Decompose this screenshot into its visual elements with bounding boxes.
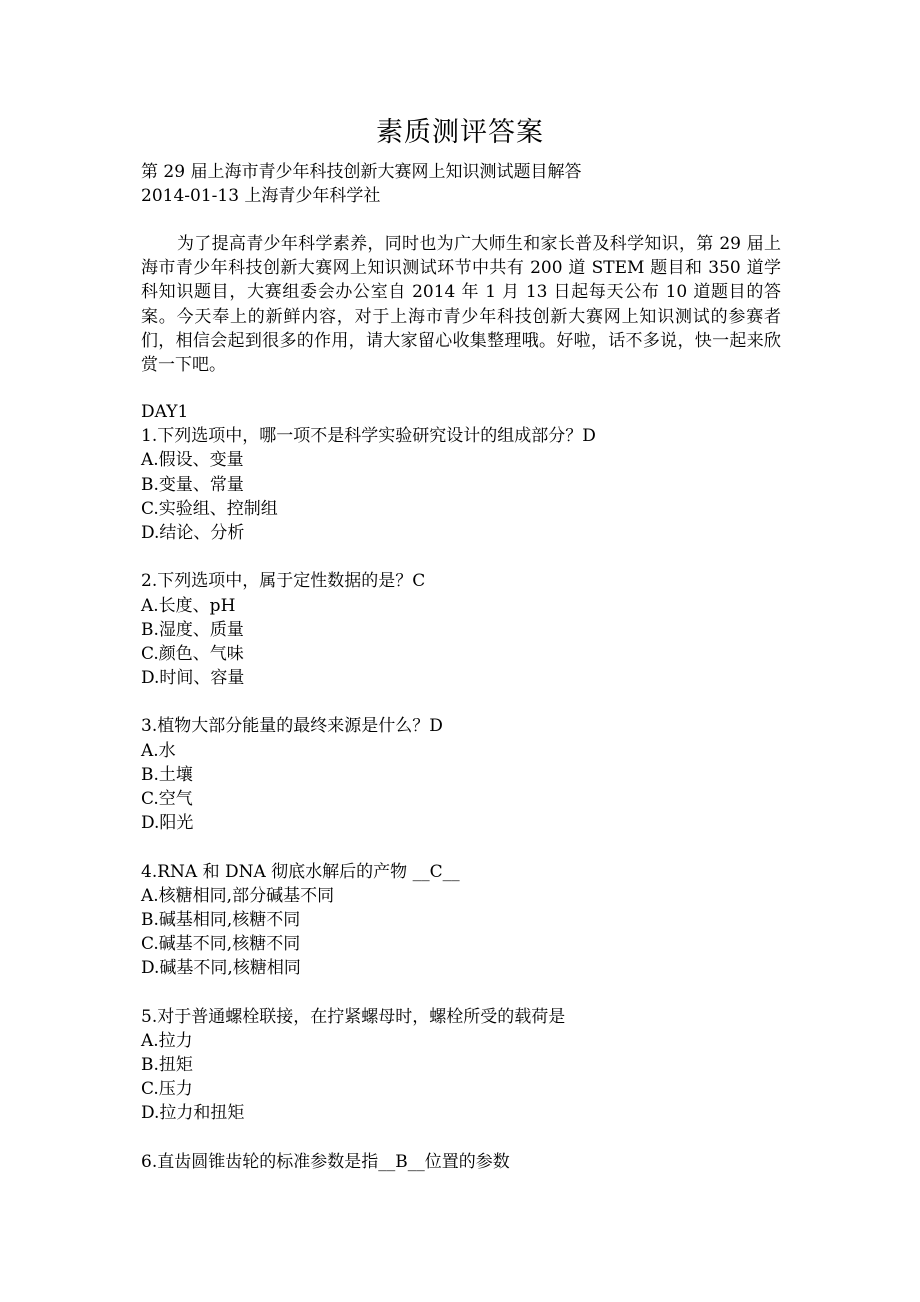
question-block — [141, 569, 781, 690]
answer-option: A.假设、变量 — [141, 450, 244, 471]
spacer — [141, 1126, 781, 1150]
spacer — [141, 981, 781, 1005]
answer-option: C.压力 — [141, 1079, 193, 1100]
answer-option: C.颜色、气味 — [141, 643, 244, 664]
question-text: 4.RNA 和 DNA 彻底水解后的产物 __C__ — [141, 861, 460, 882]
document-subtitle: 第 29 届上海市青少年科技创新大赛网上知识测试题目解答 — [141, 162, 582, 182]
answer-option: A.拉力 — [141, 1030, 193, 1051]
intro-paragraph: 为了提高青少年科学素养，同时也为广大师生和家长普及科学知识，第 29 届上海市青少年科技创新大赛网上知识测试环节中共有 200 道 STEM 题目和 350 道学科知识题目，大赛组委会办公室自 2014 年 1 月 13 日起每天公布 10 道题目的答案。今天奉上的新鲜内容，对于上海市青少年科技创新大赛网上知识测试的参赛者们，相信会起到很多的作用，请大家留心收集整理哦。好啦，话不多说，快一起来欣赏一下吧。 — [141, 234, 781, 376]
question-block — [141, 1150, 781, 1174]
answer-option: D.拉力和扭矩 — [141, 1103, 245, 1124]
answer-option: B.土壤 — [141, 764, 193, 785]
answer-option: D.时间、容量 — [141, 668, 245, 689]
spacer — [141, 545, 781, 569]
answer-option: D.结论、分析 — [141, 522, 245, 543]
question-block — [141, 860, 781, 981]
answer-option: A.水 — [141, 740, 176, 761]
spacer — [141, 835, 781, 859]
document-title: 素质测评答案 — [376, 117, 544, 148]
question-text: 3.植物大部分能量的最终来源是什么？D — [141, 716, 443, 737]
answer-option: A.长度、pH — [141, 595, 236, 616]
question-block — [141, 714, 781, 835]
question-text: 5.对于普通螺栓联接，在拧紧螺母时，螺栓所受的载荷是 — [141, 1006, 566, 1027]
answer-option: C.实验组、控制组 — [141, 498, 278, 519]
answer-option: C.碱基不同,核糖不同 — [141, 934, 301, 955]
day-label: DAY1 — [141, 402, 189, 422]
question-text: 1.下列选项中，哪一项不是科学实验研究设计的组成部分？D — [141, 426, 596, 447]
spacer — [141, 690, 781, 714]
question-text: 2.下列选项中，属于定性数据的是？C — [141, 571, 426, 592]
question-list — [141, 400, 781, 1174]
answer-option: D.碱基不同,核糖相同 — [141, 958, 301, 979]
answer-option: C.空气 — [141, 789, 193, 809]
answer-option: B.扭矩 — [141, 1055, 193, 1076]
answer-option: B.变量、常量 — [141, 474, 244, 495]
question-block — [141, 1005, 781, 1126]
document-date-source: 2014-01-13 上海青少年科学社 — [141, 186, 381, 206]
question-text: 6.直齿圆锥齿轮的标准参数是指__B__位置的参数 — [141, 1151, 510, 1172]
answer-option: B.湿度、质量 — [141, 619, 244, 640]
question-block — [141, 424, 781, 545]
answer-option: D.阳光 — [141, 813, 194, 834]
answer-option: A.核糖相同,部分碱基不同 — [141, 885, 335, 906]
answer-option: B.碱基相同,核糖不同 — [141, 909, 301, 930]
